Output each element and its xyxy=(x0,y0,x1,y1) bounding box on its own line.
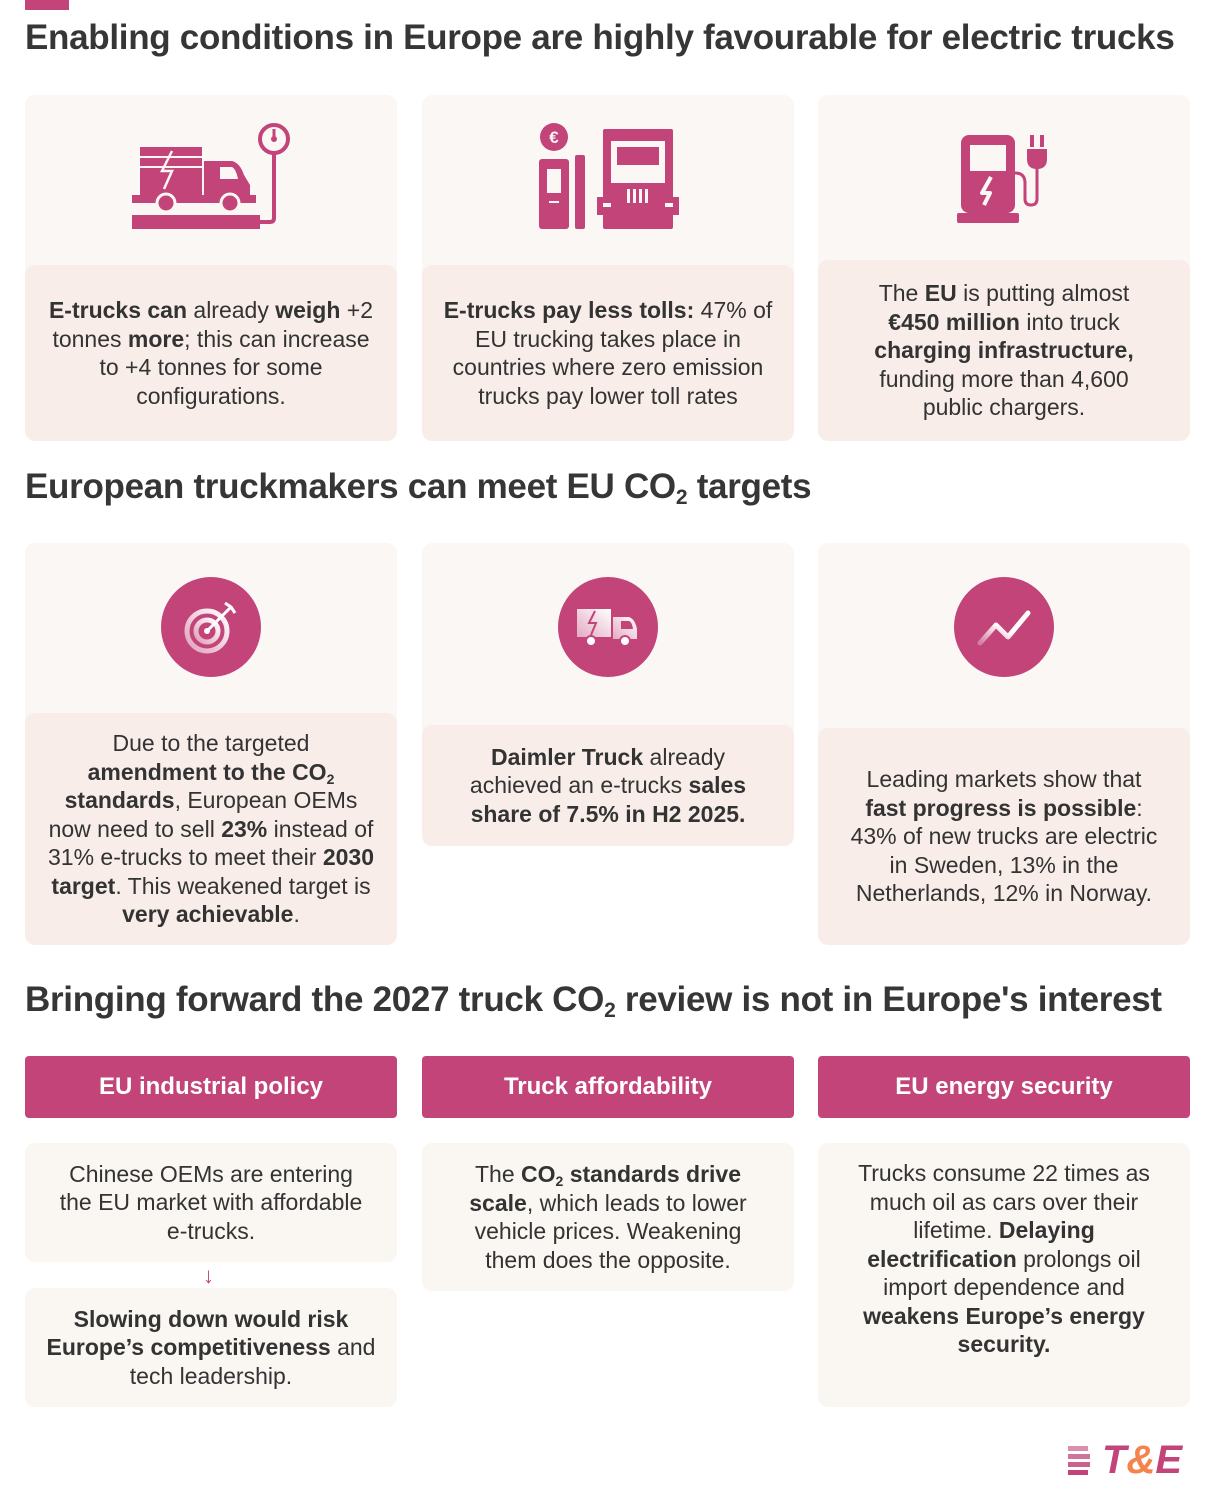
top-accent-bar xyxy=(25,0,69,10)
card-eu-charging-funding xyxy=(818,95,1190,441)
card-etruck-tolls xyxy=(422,95,794,441)
svg-text:€: € xyxy=(549,128,559,147)
logo-ampersand: & xyxy=(1126,1438,1156,1482)
subscript: 2 xyxy=(675,486,688,509)
column-header-truck-affordability: Truck affordability xyxy=(422,1056,794,1118)
card-description: E-trucks can already weigh +2 tonnes more; this can increase to +4 tonnes for some configurations. xyxy=(48,297,374,409)
note-chinese-oems xyxy=(25,1143,397,1262)
title-text: targets xyxy=(687,467,812,506)
subscript: 2 xyxy=(604,999,616,1022)
card-leading-markets xyxy=(818,543,1190,945)
electric-truck-icon-badge xyxy=(558,577,658,677)
section-title-enabling-conditions: Enabling conditions in Europe are highly favourable for electric trucks xyxy=(25,18,1175,57)
title-text: review is not in Europe's interest xyxy=(615,980,1162,1019)
title-text: Bringing forward the 2027 truck CO xyxy=(25,980,605,1019)
card-text xyxy=(25,713,397,945)
note-text: Slowing down would risk Europe’s competitiveness and tech leadership. xyxy=(46,1305,376,1389)
truck-on-scale-icon xyxy=(132,123,290,231)
title-text: European truckmakers can meet EU CO xyxy=(25,467,676,506)
te-logo xyxy=(1068,1438,1182,1482)
column-header-energy-security: EU energy security xyxy=(818,1056,1190,1118)
card-description: Leading markets show that fast progress is possible: 43% of new trucks are electric in Sweden, 13% in the Netherlands, 12% in Norway. xyxy=(850,766,1158,907)
card-text xyxy=(818,728,1190,945)
arrow-down-icon: ↓ xyxy=(203,1263,214,1288)
card-description: The EU is putting almost €450 million into truck charging infrastructure, funding more than 4,600 public chargers. xyxy=(874,280,1134,421)
card-text xyxy=(422,725,794,846)
card-daimler-share xyxy=(422,543,794,846)
note-text: Chinese OEMs are entering the EU market with affordable e-trucks. xyxy=(59,1160,363,1244)
card-text xyxy=(422,265,794,441)
target-icon-badge xyxy=(161,577,261,677)
section-title-review-not-in-interest xyxy=(25,980,1162,1020)
trend-up-icon xyxy=(974,605,1034,649)
card-description: Due to the targeted amendment to the $CO_2$ standards, European OEMs now need to sell 23% instead of 31% e-trucks to meet their 2030 target. This weakened target is very achievable. xyxy=(47,730,374,928)
card-description: E-trucks pay less tolls: 47% of EU trucking takes place in countries where zero emission trucks pay lower toll rates xyxy=(443,297,773,409)
ev-charging-station-icon xyxy=(957,131,1051,225)
note-co2-standards-scale xyxy=(422,1143,794,1291)
logo-stripes-icon xyxy=(1068,1446,1090,1475)
card-text xyxy=(818,260,1190,441)
column-header-industrial-policy: EU industrial policy xyxy=(25,1056,397,1118)
card-amendment-target xyxy=(25,543,397,945)
target-icon xyxy=(181,597,241,657)
card-description: Daimler Truck already achieved an e-trucks sales share of 7.5% in H2 2025. xyxy=(469,743,747,827)
logo-letter-t: T xyxy=(1102,1438,1127,1482)
note-text: The $CO_2$ standards drive scale, which leads to lower vehicle prices. Weakening them does the opposite. xyxy=(469,1161,747,1273)
note-oil-dependence xyxy=(818,1143,1190,1407)
electric-truck-icon xyxy=(575,605,641,649)
card-text xyxy=(25,265,397,441)
toll-booth-truck-icon xyxy=(537,123,679,231)
trend-up-icon-badge xyxy=(954,577,1054,677)
note-competitiveness-risk xyxy=(25,1288,397,1407)
section-title-truckmakers-targets xyxy=(25,467,811,507)
logo-letter-e: E xyxy=(1155,1438,1183,1482)
note-text: Trucks consume 22 times as much oil as cars over their lifetime. Delaying electrification prolongs oil import dependence and weakens Europe’s energy security. xyxy=(858,1160,1150,1357)
card-etruck-weight xyxy=(25,95,397,441)
